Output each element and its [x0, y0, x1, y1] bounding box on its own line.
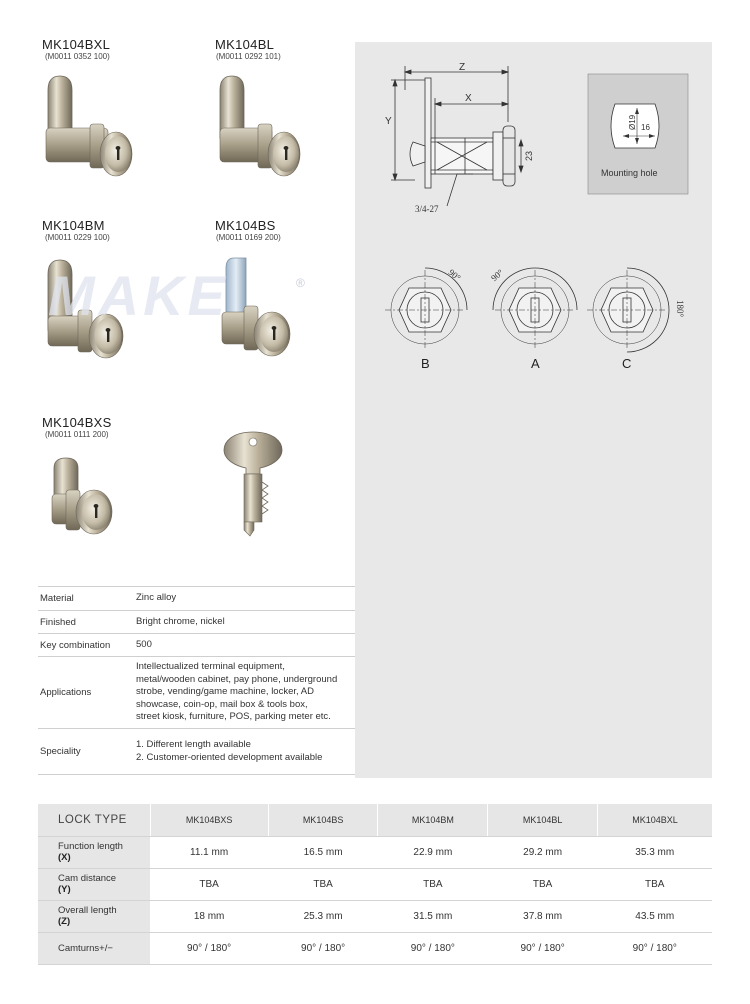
- product-code-mk104bm: (M0011 0229 100): [45, 233, 110, 242]
- product-title-mk104bxl: MK104BXL: [42, 37, 111, 52]
- product-code-mk104bs: (M0011 0169 200): [216, 233, 281, 242]
- dimension-x-label: X: [465, 93, 472, 104]
- mk104bxl-lock-image: [38, 68, 148, 198]
- position-a-diagram: [493, 268, 577, 350]
- spec-line: 2. Customer-oriented development available: [136, 751, 323, 763]
- table-cell: 25.3 mm: [268, 900, 378, 932]
- spec-row-finished: [38, 611, 355, 634]
- table-cell: 35.3 mm: [598, 836, 713, 868]
- row-label: Camturns+/−: [58, 942, 113, 954]
- mount-diameter-label: Ø19: [628, 114, 637, 130]
- watermark-logo: MAKE: [48, 264, 229, 327]
- spec-key: Applications: [38, 657, 122, 729]
- spec-value: 500: [122, 634, 355, 657]
- table-cell: TBA: [378, 868, 488, 900]
- table-cell: 90° / 180°: [378, 932, 488, 964]
- position-a-angle: 90°: [489, 267, 506, 284]
- table-cell: 18 mm: [150, 900, 268, 932]
- table-cell: 90° / 180°: [268, 932, 378, 964]
- table-cell: 43.5 mm: [598, 900, 713, 932]
- spec-row-speciality: [38, 729, 355, 775]
- table-cell: 31.5 mm: [378, 900, 488, 932]
- dimension-z-label: Z: [459, 62, 466, 73]
- product-code-mk104bxs: (M0011 0111 200): [45, 430, 109, 439]
- spec-line: showcase, coin-op, mail box & tools box,: [136, 698, 308, 710]
- column-header: MK104BXS: [150, 804, 268, 836]
- table-cell: 11.1 mm: [150, 836, 268, 868]
- table-cell: 22.9 mm: [378, 836, 488, 868]
- row-header: [38, 900, 150, 932]
- table-row: [38, 932, 712, 964]
- table-cell: 90° / 180°: [598, 932, 713, 964]
- position-b-label: B: [421, 356, 430, 371]
- spec-value: [122, 657, 355, 729]
- mk104bl-lock-image: [210, 68, 320, 198]
- technical-drawing: [355, 42, 712, 778]
- lock-type-table: [38, 804, 712, 965]
- product-code-mk104bxl: (M0011 0352 100): [45, 52, 110, 61]
- spec-row-material: [38, 587, 355, 611]
- row-label: Cam distance: [58, 873, 117, 884]
- spec-line: Intellectualized terminal equipment,: [136, 661, 285, 673]
- position-c-diagram: [587, 268, 669, 352]
- row-header: [38, 868, 150, 900]
- column-header: MK104BM: [378, 804, 488, 836]
- product-title-mk104bm: MK104BM: [42, 218, 105, 233]
- table-row: [38, 836, 712, 868]
- row-label: Overall length: [58, 905, 117, 916]
- lock-table-header-row: [38, 804, 712, 836]
- mk104bxs-lock-image: [38, 450, 148, 550]
- lock-type-header: LOCK TYPE: [38, 804, 150, 836]
- table-cell: 29.2 mm: [488, 836, 598, 868]
- spec-value: [122, 729, 355, 775]
- spec-value: Bright chrome, nickel: [122, 611, 355, 634]
- row-symbol: (Z): [58, 916, 71, 927]
- row-header: [38, 932, 150, 964]
- table-cell: TBA: [150, 868, 268, 900]
- technical-drawing-panel: [355, 42, 712, 778]
- position-a-label: A: [531, 356, 540, 371]
- spec-key: Key combination: [38, 634, 122, 657]
- position-b-angle: 90°: [446, 267, 463, 283]
- product-title-mk104bl: MK104BL: [215, 37, 275, 52]
- mount-width-label: 16: [641, 123, 650, 132]
- key-image: [218, 430, 288, 540]
- table-row: [38, 868, 712, 900]
- spec-table: [38, 586, 355, 775]
- table-cell: TBA: [488, 868, 598, 900]
- table-cell: 37.8 mm: [488, 900, 598, 932]
- position-c-angle: 180°: [675, 300, 685, 318]
- thread-label: 3/4-27: [415, 204, 439, 214]
- spec-key: Material: [38, 587, 122, 611]
- spec-key: Speciality: [38, 729, 122, 775]
- table-cell: 90° / 180°: [150, 932, 268, 964]
- spec-row-key-combination: [38, 634, 355, 657]
- column-header: MK104BS: [268, 804, 378, 836]
- row-label: Function length: [58, 841, 123, 852]
- dimension-y-label: Y: [385, 116, 392, 127]
- spec-line: strobe, vending/game machine, locker, AD: [136, 686, 314, 698]
- mounting-hole-label: Mounting hole: [601, 168, 658, 178]
- row-header: [38, 836, 150, 868]
- spec-line: street kiosk, furniture, POS, parking meter etc.: [136, 711, 331, 723]
- row-symbol: (X): [58, 852, 71, 863]
- watermark-registered-mark: ®: [296, 276, 305, 290]
- spec-line: 1. Different length available: [136, 739, 251, 750]
- dimension-23-label: 23: [524, 150, 534, 161]
- position-c-label: C: [622, 356, 632, 371]
- table-cell: 16.5 mm: [268, 836, 378, 868]
- column-header: MK104BL: [488, 804, 598, 836]
- row-symbol: (Y): [58, 884, 71, 895]
- product-title-mk104bxs: MK104BXS: [42, 415, 112, 430]
- spec-key: Finished: [38, 611, 122, 634]
- table-cell: TBA: [598, 868, 713, 900]
- product-title-mk104bs: MK104BS: [215, 218, 276, 233]
- spec-row-applications: [38, 657, 355, 729]
- product-code-mk104bl: (M0011 0292 101): [216, 52, 281, 61]
- spec-line: metal/wooden cabinet, pay phone, underground: [136, 673, 338, 685]
- table-cell: 90° / 180°: [488, 932, 598, 964]
- table-row: [38, 900, 712, 932]
- spec-value: Zinc alloy: [122, 587, 355, 611]
- table-cell: TBA: [268, 868, 378, 900]
- column-header: MK104BXL: [598, 804, 713, 836]
